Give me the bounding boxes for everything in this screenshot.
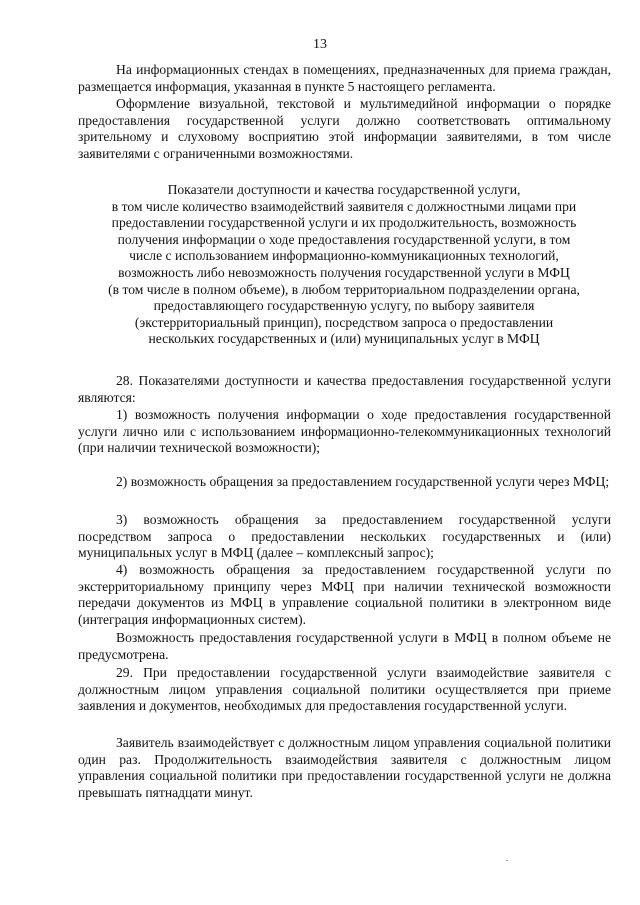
scan-speck [506,860,508,861]
section-heading [70,182,618,348]
paragraph-mfc-full-volume: Возможность предоставления государственной услуги в МФЦ в полном объеме не предусмотрена. [78,630,611,662]
paragraph-29: 29. При предоставлении государственной услуги взаимодействие заявителя с должностным лицом управления социальной политики осуществляется при приеме заявления и документов, необходимых для предоставления государственной услуги. [78,665,611,714]
list-item-1: 1) возможность получения информации о ходе предоставления государственной услуги лично или с использованием информационно-телекоммуникационных технологий (при наличии технической возможности); [78,407,611,456]
heading-line: в том числе количество взаимодействий заявителя с должностными лицами при [111,198,577,214]
page-number: 13 [313,37,327,52]
heading-line: нескольких государственных и (или) муниципальных услуг в МФЦ [148,331,540,347]
intro-paragraph-stands: На информационных стендах в помещениях, предназначенных для приема граждан, размещается информация, указанная в пункте 5 настоящего регламента. [78,62,611,94]
heading-line: получения информации о ходе предоставления государственной услуги, в том [117,231,571,247]
heading-line: (в том числе в полном объеме), в любом территориальном подразделении органа, [108,281,580,297]
list-item-4: 4) возможность обращения за предоставлением государственной услуги по экстерриториальному принципу через МФЦ при наличии технической возможности передачи документов из МФЦ в управление социальной политики в электронном виде (интеграция информационных систем). [78,562,611,627]
list-item-2: 2) возможность обращения за предоставлением государственной услуги через МФЦ; [116,474,610,489]
intro-paragraph-design: Оформление визуальной, текстовой и мультимедийной информации о порядке предоставления государственной услуги должно соответствовать оптимальному зрительному и слуховому восприятию этой информации заявителями, в том числе заявителями с ограниченными возможностями. [78,96,611,161]
heading-line: предоставляющего государственную услугу, по выбору заявителя [153,298,535,314]
heading-line: возможность либо невозможность получения государственной услуги в МФЦ [118,264,570,280]
heading-line: числе с использованием информационно-коммуникационных технологий, [129,248,559,264]
heading-line: (экстерриториальный принцип), посредством запроса о предоставлении [134,314,554,330]
paragraph-28: 28. Показателями доступности и качества предоставления государственной услуги являются: [78,373,611,405]
list-item-3: 3) возможность обращения за предоставлением государственной услуги посредством запроса о предоставлении нескольких государственных и (или) муниципальных услуг в МФЦ (далее – комплексный запрос); [78,512,611,561]
paragraph-interaction-duration: Заявитель взаимодействует с должностным лицом управления социальной политики один раз. Продолжительность взаимодействия заявителя с должностным лицом управления социальной политики при предоставлении государственной услуги не должна превышать пятнадцати минут. [78,735,611,800]
heading-line: предоставлении государственной услуги и их продолжительность, возможность [111,215,577,231]
heading-line: Показатели доступности и качества государственной услуги, [167,182,521,197]
